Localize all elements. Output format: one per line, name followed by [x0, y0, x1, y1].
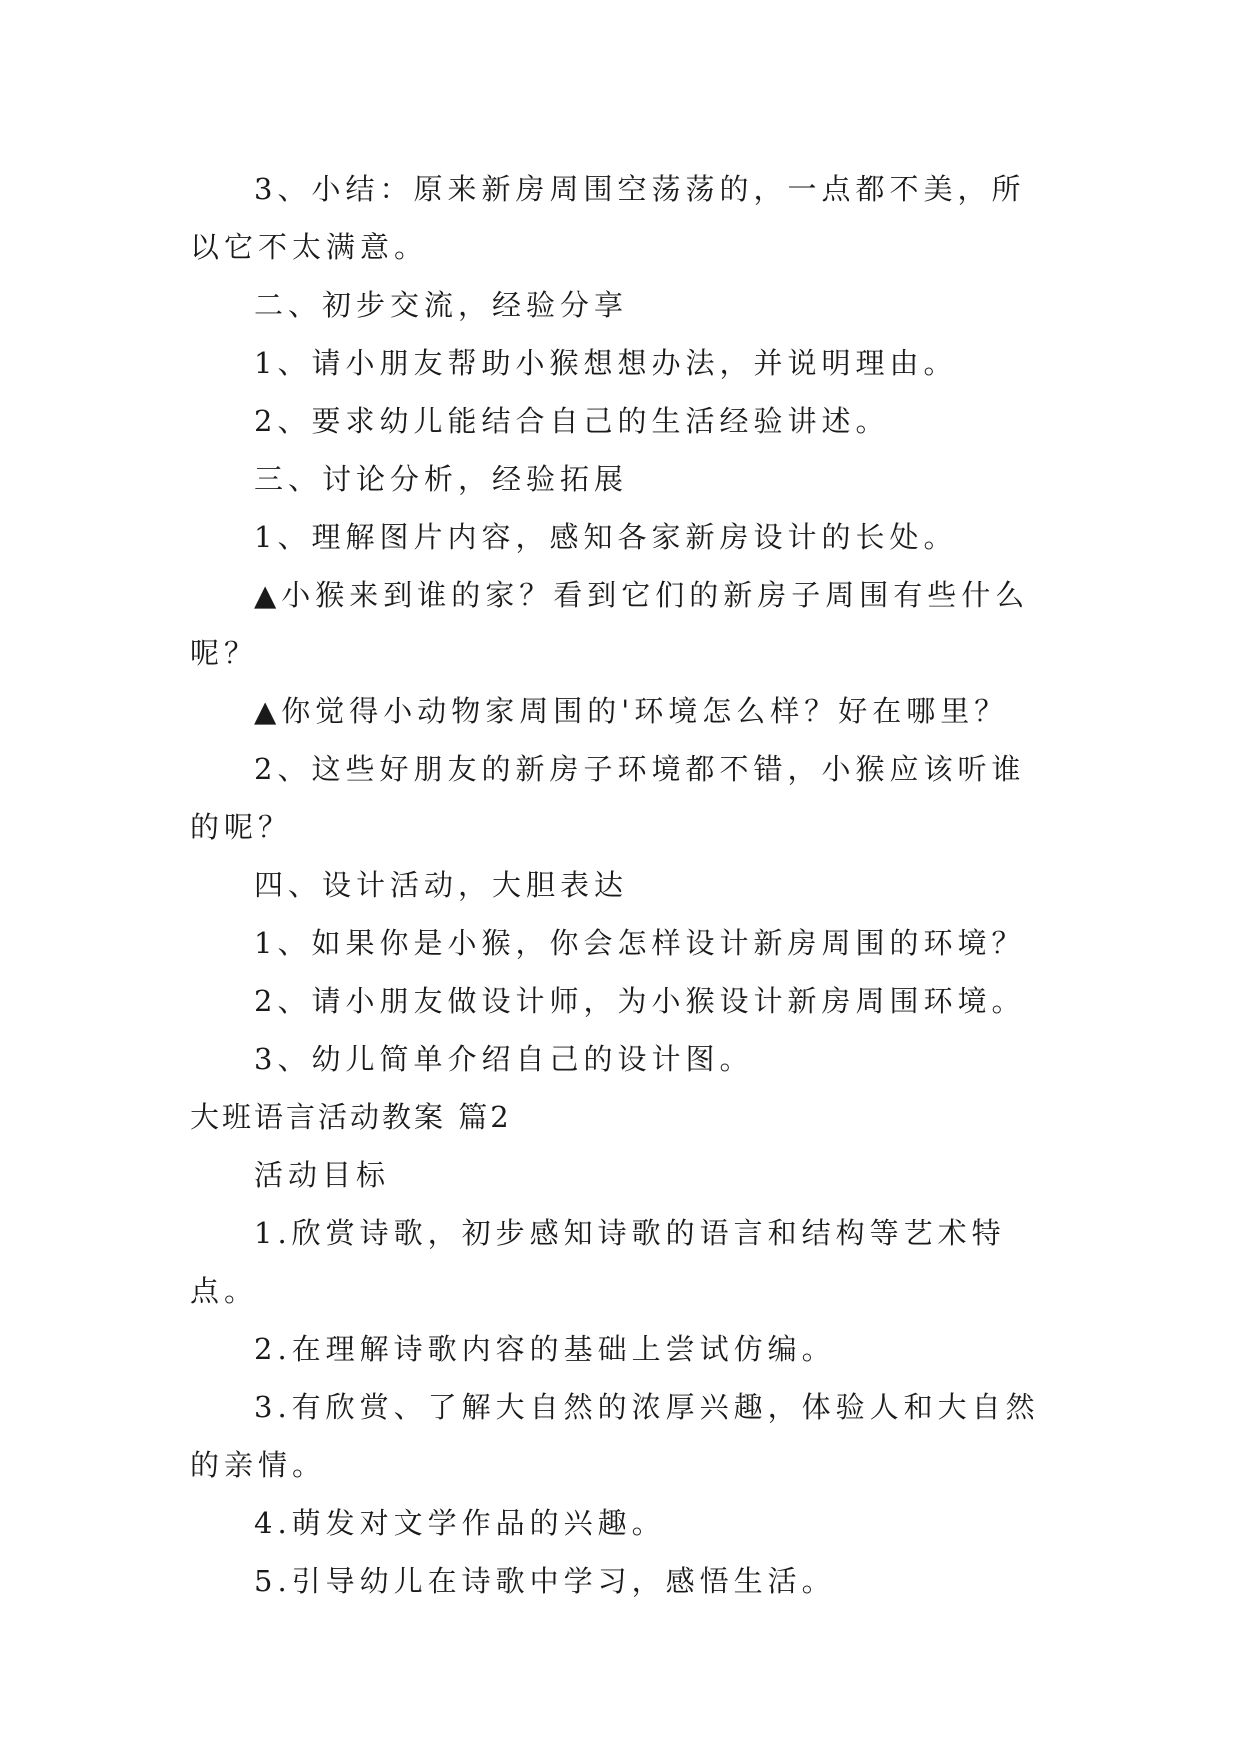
- paragraph: 3、幼儿简单介绍自己的设计图。: [254, 1042, 754, 1076]
- section-heading-3: 三、讨论分析，经验拓展: [254, 462, 629, 496]
- document-section-title: 大班语言活动教案 篇2: [190, 1100, 512, 1134]
- paragraph: 1、如果你是小猴，你会怎样设计新房周围的环境？: [254, 926, 1026, 960]
- paragraph: ▲你觉得小动物家周围的'环境怎么样？好在哪里？: [254, 694, 1009, 728]
- goal-item: 4.萌发对文学作品的兴趣。: [254, 1506, 666, 1540]
- paragraph: 2、请小朋友做设计师，为小猴设计新房周围环境。: [254, 984, 1026, 1018]
- goal-item: 3.有欣赏、了解大自然的浓厚兴趣，体验人和大自然的亲情。: [190, 1390, 1040, 1482]
- paragraph: ▲小猴来到谁的家？看到它们的新房子周围有些什么呢？: [190, 578, 1030, 670]
- paragraph: 2、要求幼儿能结合自己的生活经验讲述。: [254, 404, 890, 438]
- paragraph: 2、这些好朋友的新房子环境都不错，小猴应该听谁的呢？: [190, 752, 1026, 844]
- goal-item: 1.欣赏诗歌，初步感知诗歌的语言和结构等艺术特点。: [190, 1216, 1006, 1308]
- section-heading-2: 二、初步交流，经验分享: [254, 288, 629, 322]
- paragraph: 1、理解图片内容，感知各家新房设计的长处。: [254, 520, 958, 554]
- goal-item: 5.引导幼儿在诗歌中学习，感悟生活。: [254, 1564, 836, 1598]
- goal-item: 2.在理解诗歌内容的基础上尝试仿编。: [254, 1332, 836, 1366]
- paragraph: 3、小结：原来新房周围空荡荡的，一点都不美，所以它不太满意。: [190, 172, 1026, 264]
- subheading-activity-goals: 活动目标: [254, 1158, 391, 1192]
- paragraph: 1、请小朋友帮助小猴想想办法，并说明理由。: [254, 346, 958, 380]
- document-body: [190, 160, 1050, 1610]
- section-heading-4: 四、设计活动，大胆表达: [254, 868, 629, 902]
